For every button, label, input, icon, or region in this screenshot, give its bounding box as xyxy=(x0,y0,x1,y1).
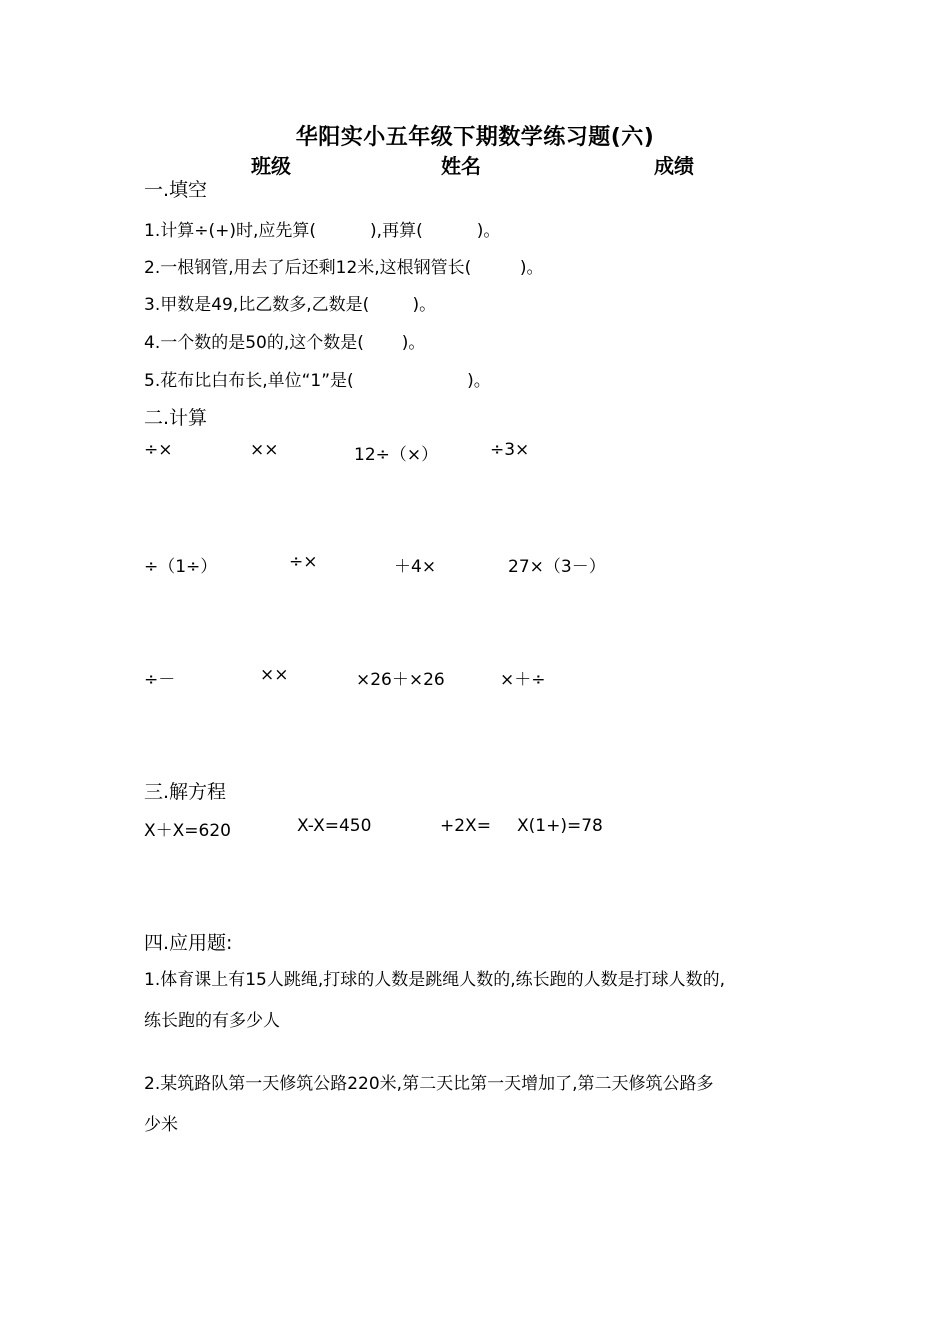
calc-expression: ×× xyxy=(260,665,289,685)
score-label: 成绩 xyxy=(654,154,694,178)
calc-row-3 xyxy=(0,665,950,689)
calc-expression: ÷－ xyxy=(144,670,176,690)
equation-item: +2X= xyxy=(440,816,491,836)
calc-row-2 xyxy=(0,552,950,576)
calc-row-1 xyxy=(0,440,950,464)
application-q1-line2: 练长跑的有多少人 xyxy=(144,1011,280,1031)
class-label: 班级 xyxy=(251,154,291,178)
calc-expression: ×26＋×26 xyxy=(356,670,445,690)
calc-expression: 12÷（×） xyxy=(354,445,439,465)
calc-expression: ÷（1÷） xyxy=(144,557,218,577)
section-equation-heading: 三.解方程 xyxy=(144,781,227,803)
fill-item-3: 3.甲数是49,比乙数多,乙数是( )。 xyxy=(144,295,437,315)
calc-expression: ÷× xyxy=(289,552,318,572)
equation-item: X＋X=620 xyxy=(144,821,231,841)
section-application-heading: 四.应用题: xyxy=(144,932,233,954)
calc-expression: ÷3× xyxy=(490,440,530,460)
equation-item: X(1+)=78 xyxy=(517,816,603,836)
equation-item: X-X=450 xyxy=(297,816,372,836)
equation-row xyxy=(0,816,950,840)
application-q2-line2: 少米 xyxy=(144,1115,178,1135)
student-info-line xyxy=(0,150,950,176)
section-fill-heading: 一.填空 xyxy=(144,179,208,201)
calc-expression: ×× xyxy=(250,440,279,460)
application-q2-line1: 2.某筑路队第一天修筑公路220米,第二天比第一天增加了,第二天修筑公路多 xyxy=(144,1074,714,1094)
calc-expression: ÷× xyxy=(144,440,173,460)
application-q1-line1: 1.体育课上有15人跳绳,打球的人数是跳绳人数的,练长跑的人数是打球人数的, xyxy=(144,970,726,990)
fill-item-5: 5.花布比白布长,单位“1”是( )。 xyxy=(144,371,491,391)
calc-expression: ×＋÷ xyxy=(500,670,546,690)
fill-item-1: 1.计算÷(+)时,应先算( ),再算( )。 xyxy=(144,221,501,241)
name-label: 姓名 xyxy=(441,154,481,178)
fill-item-2: 2.一根钢管,用去了后还剩12米,这根钢管长( )。 xyxy=(144,258,544,278)
section-calc-heading: 二.计算 xyxy=(144,407,208,429)
calc-expression: 27×（3－） xyxy=(508,557,606,577)
fill-item-4: 4.一个数的是50的,这个数是( )。 xyxy=(144,333,426,353)
calc-expression: ＋4× xyxy=(394,557,437,577)
page-title: 华阳实小五年级下期数学练习题(六) xyxy=(295,125,655,150)
